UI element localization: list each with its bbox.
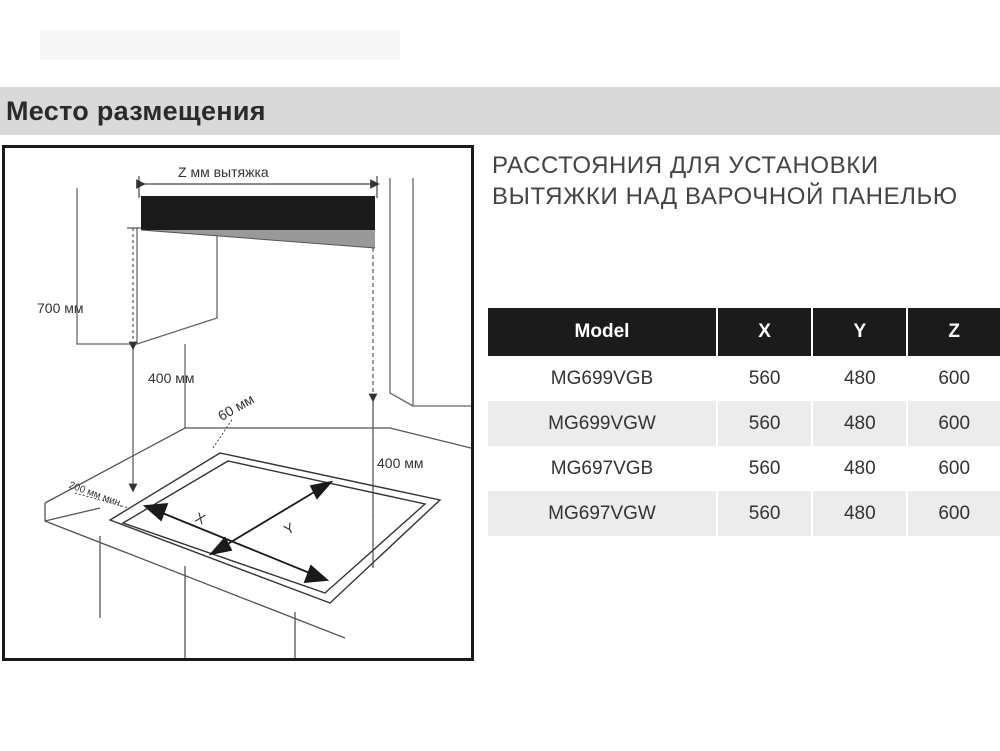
cell-y: 480 [812,446,907,491]
cell-x: 560 [717,356,812,401]
cell-model: MG697VGB [488,446,717,491]
label-x: X [193,509,208,528]
header-z: Z [907,308,1000,356]
header-y: Y [812,308,907,356]
cell-model: MG697VGW [488,491,717,536]
table-row [488,491,1000,536]
faded-background-art [40,20,400,70]
cell-model: MG699VGB [488,356,717,401]
x-y-arrows [145,482,331,582]
cooker-hood [141,196,375,248]
label-200mm: 200 мм мин. [67,480,125,510]
cell-z: 600 [938,457,971,479]
section-title: Место размещения [6,95,266,126]
cell-z: 600 [907,401,1000,446]
label-z-hood: Z мм вытяжка [178,164,269,180]
cell-z: 600 [938,367,971,389]
hood-distance-heading [492,150,958,212]
cell-y: 480 [812,401,907,446]
cell-y: 480 [812,356,907,401]
wall-right [390,178,471,406]
label-60mm: 60 мм [215,390,257,424]
header-model: Model [488,308,717,356]
label-700mm: 700 мм [37,300,84,316]
table-header-row [488,308,1000,356]
cell-x: 560 [717,446,812,491]
installation-diagram [2,145,474,661]
table-row [488,356,1000,401]
cell-x: 560 [717,401,812,446]
cell-x: 560 [717,491,812,536]
label-y: Y [281,519,298,538]
heading-line-2: ВЫТЯЖКИ НАД ВАРОЧНОЙ ПАНЕЛЬЮ [492,183,958,210]
cell-model: MG699VGW [488,401,717,446]
label-400mm-right: 400 мм [377,455,424,471]
label-400mm-left: 400 мм [148,370,195,386]
cell-z: 600 [907,491,1000,536]
table-row [488,446,1000,491]
table-row [488,401,1000,446]
header-x: X [717,308,812,356]
dimensions-table [488,308,1000,536]
cell-y: 480 [812,491,907,536]
heading-line-1: РАССТОЯНИЯ ДЛЯ УСТАНОВКИ [492,152,879,179]
section-title-bar [0,87,1000,135]
hob-panel [110,453,440,603]
